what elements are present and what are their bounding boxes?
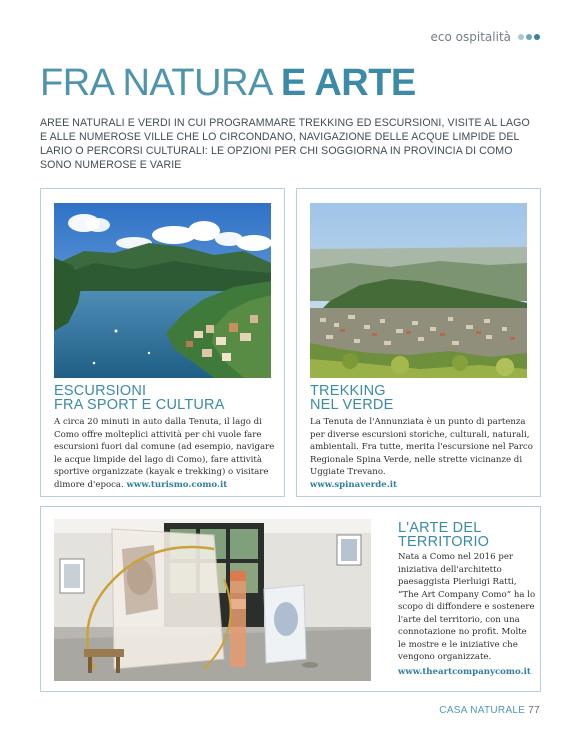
page-footer [439,705,540,716]
card-body-arte [398,551,536,678]
title-light: FRA NATURA [40,62,271,104]
spina-verde-photo [310,203,527,378]
card-title-line1: TREKKING [310,383,386,399]
card-body-text: A circa 20 minuti in auto dalla Tenuta, il lago di Como offre molteplici attività per chi vuole fare escursioni fuori dal comune (ad esempio, navigare le acque limpide del lago di Como), fare attività sportive organizzate (kayak e trekking) o visitare dimore d'epoca. [54,417,275,490]
magazine-name: CASA NATURALE [439,705,526,716]
link-theartcompanycomo[interactable]: www.theartcompanycomo.it [398,666,531,677]
card-title-line1: ESCURSIONI [54,383,147,399]
art-gallery-photo [54,519,371,681]
spina-verde-illustration [310,203,527,378]
section-dots [518,34,540,40]
title-bold: E ARTE [280,62,416,104]
card-body-escursioni [54,416,279,491]
link-turismo-como[interactable]: www.turismo.como.it [126,479,228,490]
art-installation-illustration [54,519,371,681]
intro-paragraph: AREE NATURALI E VERDI IN CUI PROGRAMMARE TREKKING ED ESCURSIONI, VISITE AL LAGO E ALLE NUMEROSE VILLE CHE LO CIRCONDANO, NAVIGAZIONE DELLE ACQUE LIMPIDE DEL LARIO O PERCORSI CULTURALI: LE OPZIONI PER CHI SOGGIORNA IN PROVINCIA DI COMO SONO NUMEROSE E VARIE [40,117,530,171]
card-trekking [296,188,541,497]
card-title-line1: L'ARTE DEL [398,520,482,536]
dot-3 [534,34,540,40]
dot-1 [518,34,524,40]
card-body-text: La Tenuta de l'Annunziata è un punto di partenza per diverse escursioni storiche, culturali, naturali, ambientali. Fra tutte, merita l'escursione nel Parco Regionale Spina Verde, nelle strette vicinanze di Uggiate Trevano. [310,417,533,477]
card-body-trekking [310,416,535,491]
card-title-line2: TERRITORIO [398,534,490,550]
card-title-escursioni [54,384,276,412]
section-tag [431,30,540,44]
card-title-arte [398,521,534,549]
card-arte [40,506,541,692]
card-escursioni [40,188,285,497]
page-title [40,64,416,102]
section-label: eco ospitalità [430,30,511,44]
link-spinaverde[interactable]: www.spinaverde.it [310,479,397,490]
lake-como-photo [54,203,271,378]
dot-2 [526,34,532,40]
lake-como-illustration [54,203,271,378]
page-number: 77 [528,705,540,716]
card-title-line2: NEL VERDE [310,397,394,413]
card-title-trekking [310,384,532,412]
card-body-text: Nata a Como nel 2016 per iniziativa dell'architetto paesaggista Pierluigi Ratti, “The Art Company Como” ha lo scopo di diffondere e sostenere l'arte del territorio, con una connotazione no profit. Molte le mostre e le iniziative che vengono organizzate. [398,552,536,662]
card-title-line2: FRA SPORT E CULTURA [54,397,225,413]
